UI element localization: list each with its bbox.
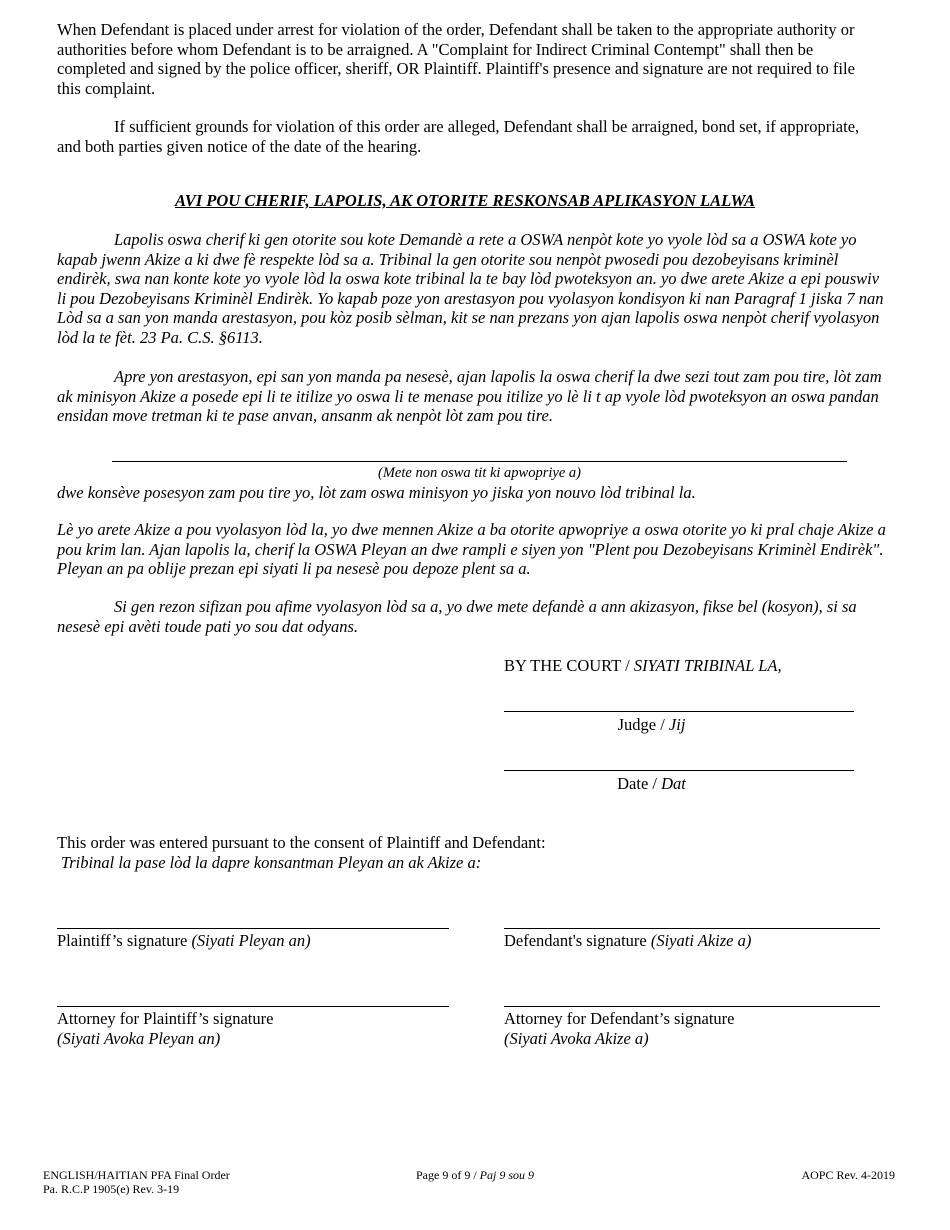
by-the-court-en: BY THE COURT /	[504, 656, 634, 675]
paragraph-arraignment-ht: Si gen rezon sifizan pou afime vyolasyon lòd sa a, yo dwe mete defandè a ann akizasyon, fikse bel (kosyon), si sa nesesè epi avèti toude pati yo sou dat odyans.	[57, 597, 857, 636]
blank-name-title-line	[112, 461, 847, 462]
footer-page-en: Page 9 of 9 /	[416, 1168, 480, 1182]
paragraph-police-authority-ht: Lapolis oswa cherif ki gen otorite sou kote Demandè a rete a OSWA nenpòt kote yo vyole lòd sa a OSWA kote yo kapab jwenn Akize a ki dwe fè respekte lòd sa a. Tribinal la gen otorite sou nenpòt pwosedi pou dezobeyisans kriminèl endirèk, swa nan konte kote yo vyole lòd la oswa kote tribinal la te bay lòd pwoteksyon an. yo dwe arete Akize a epi pouswiv li pou Dezobeyisans Kriminèl Endirèk. Yo kapab poze yon arestasyon pou vyolasyon kondisyon ki nan Paragraf 1 jiska 7 nan Lòd sa a san yon manda arestasyon, pou kòz posib sèlman, kit se nan prezans yon ajan lapolis oswa nenpòt cherif vyolasyon lòd la te fèt. 23 Pa. C.S. §6113.	[57, 230, 884, 347]
date-label-en: Date /	[617, 774, 662, 793]
by-the-court	[504, 656, 884, 676]
footer-page-ht: Paj 9 sou 9	[479, 1168, 534, 1182]
paragraph-arrest-procedure: When Defendant is placed under arrest for violation of the order, Defendant shall be taken to the appropriate authority or authorities before whom Defendant is to be arraigned. A "Complaint for Indirect Criminal Contempt" shall then be completed and signed by the police officer, sheriff, OR Plaintiff. Plaintiff's presence and signature are not required to file this complaint.	[57, 20, 855, 98]
attorney-plaintiff-ht: (Siyati Avoka Pleyan an)	[57, 1028, 221, 1048]
attorney-defendant-signature-label	[504, 1009, 884, 1048]
footer-form-info	[43, 1168, 343, 1196]
attorney-defendant-ht: (Siyati Avoka Akize a)	[504, 1028, 649, 1048]
defendant-signature-line[interactable]	[504, 928, 880, 929]
defendant-signature-en: Defendant's signature	[504, 931, 651, 950]
footer-revision: AOPC Rev. 4-2019	[801, 1168, 895, 1182]
judge-label-ht: Jij	[668, 715, 686, 734]
plaintiff-signature-label	[57, 931, 457, 951]
judge-label	[504, 715, 799, 735]
by-the-court-ht: SIYATI TRIBINAL LA,	[633, 656, 782, 675]
footer-page-number	[325, 1168, 625, 1182]
paragraph-arrest-charge-ht: Lè yo arete Akize a pou vyolasyon lòd la, yo dwe mennen Akize a ba otorite apwopriye a oswa otorite yo ki pral chaje Akize a pou krim lan. Ajan lapolis la, cherif la OSWA Pleyan an dwe rampli e siyen yon "Plent pou Dezobeyisans Kriminèl Endirèk". Pleyan an pa oblije prezan epi siyati li pa nesesè pou depoze plent sa a.	[57, 520, 886, 579]
paragraph-weapons-seizure-ht: Apre yon arestasyon, epi san yon manda pa nesesè, ajan lapolis la oswa cherif la dwe sezi tout zam pou tire, lòt zam ak minisyon Akize a posede epi li te itilize yo oswa li te menase pou itilize yo lè li t ap vyole lòd pwoteksyon an oswa pandan ensidan move tretman ki te pase anvan, ansanm ak nenpòt lòt zam pou tire.	[57, 367, 882, 426]
blank-name-title-caption: (Mete non oswa tit ki apwopriye a)	[378, 465, 581, 481]
defendant-signature-ht: (Siyati Akize a)	[650, 931, 752, 950]
consent-statement-ht: Tribinal la pase lòd la dapre konsantman Pleyan an ak Akize a:	[61, 853, 482, 872]
plaintiff-signature-ht: (Siyati Pleyan an)	[191, 931, 311, 950]
judge-signature-line[interactable]	[504, 711, 854, 712]
date-label-ht: Dat	[661, 774, 686, 793]
attorney-plaintiff-signature-line[interactable]	[57, 1006, 449, 1007]
judge-label-en: Judge /	[617, 715, 669, 734]
defendant-signature-label	[504, 931, 884, 951]
attorney-defendant-signature-line[interactable]	[504, 1006, 880, 1007]
footer-rule: Pa. R.C.P 1905(e) Rev. 3-19	[43, 1182, 180, 1196]
paragraph-retain-weapons-ht: dwe konsève posesyon zam pou tire yo, lòt zam oswa minisyon yo jiska yon nouvo lòd tribinal la.	[57, 483, 696, 502]
attorney-plaintiff-en: Attorney for Plaintiff’s signature	[57, 1009, 274, 1028]
date-label	[504, 774, 799, 794]
paragraph-arraignment: If sufficient grounds for violation of this order are alleged, Defendant shall be arraigned, bond set, if appropriate, and both parties given notice of the date of the hearing.	[57, 117, 860, 156]
consent-statement-en: This order was entered pursuant to the consent of Plaintiff and Defendant:	[57, 833, 546, 852]
plaintiff-signature-line[interactable]	[57, 928, 449, 929]
plaintiff-signature-en: Plaintiff’s signature	[57, 931, 192, 950]
attorney-defendant-en: Attorney for Defendant’s signature	[504, 1009, 735, 1028]
section-heading-haitian: AVI POU CHERIF, LAPOLIS, AK OTORITE RESKONSAB APLIKASYON LALWA	[174, 191, 756, 210]
attorney-plaintiff-signature-label	[57, 1009, 457, 1048]
date-signature-line[interactable]	[504, 770, 854, 771]
footer-form-name: ENGLISH/HAITIAN PFA Final Order	[43, 1168, 230, 1182]
